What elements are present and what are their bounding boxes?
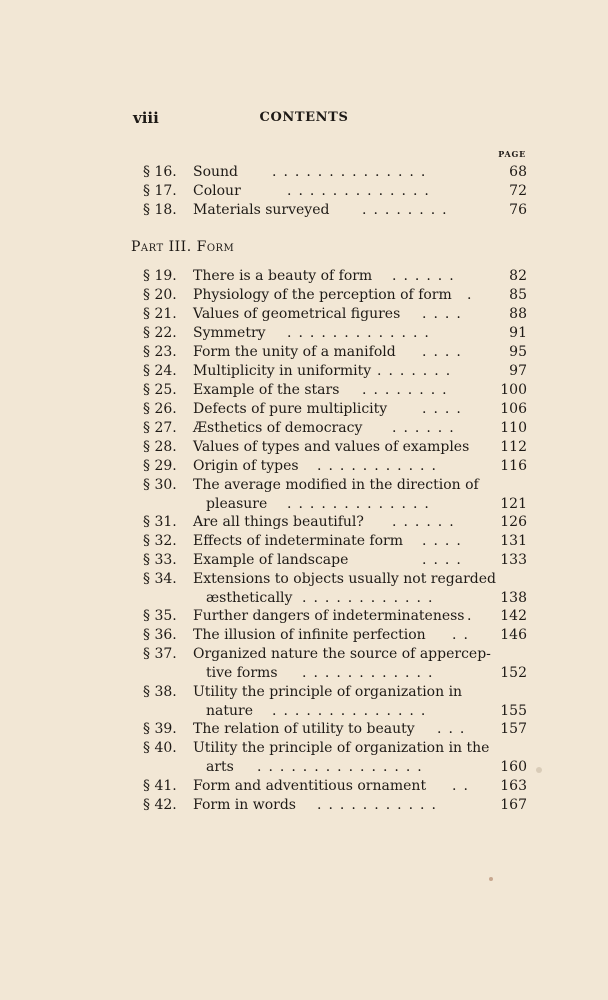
page-reference: 88 (509, 306, 527, 322)
toc-entry (143, 381, 527, 400)
entry-title: Example of the stars (193, 382, 340, 398)
page-reference: 160 (500, 759, 527, 775)
entry-title: Form and adventitious ornament (193, 778, 427, 794)
dot-leader: ... (437, 721, 472, 737)
dot-leader: ............. (287, 183, 436, 199)
entry-title: Form the unity of a manifold (193, 344, 396, 360)
entry-title: Symmetry (193, 325, 266, 341)
page-number: viii (133, 109, 159, 127)
entry-title-continuation: æsthetically (206, 590, 293, 606)
section-number: § 27. (143, 420, 177, 436)
section-number: § 33. (143, 552, 177, 568)
section-number: § 28. (143, 439, 177, 455)
toc-entry (143, 607, 527, 626)
entry-title: Values of types and values of examples (193, 439, 470, 455)
toc-entry (143, 777, 527, 796)
toc-entry (143, 362, 527, 381)
entry-title: Extensions to objects usually not regarded (193, 571, 496, 587)
section-number: § 16. (143, 164, 177, 180)
page-reference: 152 (500, 665, 527, 681)
toc-entry (143, 182, 527, 201)
dot-leader: ............. (287, 325, 436, 341)
toc-entry (143, 419, 527, 438)
section-number: § 37. (143, 646, 177, 662)
page-reference: 100 (500, 382, 527, 398)
toc-entry (143, 438, 527, 457)
page-reference: 116 (500, 458, 527, 474)
page-column-label: PAGE (498, 149, 526, 159)
dot-leader: .... (422, 306, 468, 322)
toc-entry (143, 457, 527, 476)
entry-title: There is a beauty of form (193, 268, 373, 284)
entry-title: Origin of types (193, 458, 299, 474)
dot-leader: .... (422, 552, 468, 568)
dot-leader: . (467, 287, 479, 303)
running-title: CONTENTS (259, 110, 349, 125)
dot-leader: ........... (317, 797, 443, 813)
toc-entry (143, 570, 527, 589)
entry-title-continuation: arts (206, 759, 234, 775)
page-reference: 97 (509, 363, 527, 379)
toc-entry (143, 267, 527, 286)
entry-title-continuation: nature (206, 703, 253, 719)
page-reference: 121 (500, 496, 527, 512)
toc-entry (143, 324, 527, 343)
section-number: § 40. (143, 740, 177, 756)
page-reference: 157 (500, 721, 527, 737)
entry-title: Materials surveyed (193, 202, 330, 218)
dot-leader: ...... (392, 268, 461, 284)
toc-entry (143, 551, 527, 570)
toc-entry (143, 400, 527, 419)
dot-leader: .... (422, 533, 468, 549)
page-reference: 155 (500, 703, 527, 719)
entry-title: Utility the principle of organization in (193, 684, 463, 700)
section-number: § 31. (143, 514, 177, 530)
section-number: § 21. (143, 306, 177, 322)
page-reference: 91 (509, 325, 527, 341)
toc-entry (143, 343, 527, 362)
section-number: § 20. (143, 287, 177, 303)
dot-leader: ....... (377, 363, 458, 379)
page-reference: 95 (509, 344, 527, 360)
entry-title: Multiplicity in uniformity (193, 363, 372, 379)
toc-entry (143, 626, 527, 645)
section-number: § 25. (143, 382, 177, 398)
dot-leader: ............ (302, 590, 440, 606)
entry-title: Colour (193, 183, 241, 199)
page-reference: 163 (500, 778, 527, 794)
entry-title: The relation of utility to beauty (193, 721, 415, 737)
section-number: § 19. (143, 268, 177, 284)
toc-entry (143, 739, 527, 758)
section-number: § 29. (143, 458, 177, 474)
entry-title: Utility the principle of organization in the (193, 740, 490, 756)
toc-entry (143, 163, 527, 182)
entry-title: Organized nature the source of appercep- (193, 646, 491, 662)
dot-leader: ...... (392, 420, 461, 436)
section-number: § 26. (143, 401, 177, 417)
toc-entry (143, 796, 527, 815)
entry-title: Sound (193, 164, 239, 180)
toc-entry-continuation (143, 702, 527, 721)
entry-title: Example of landscape (193, 552, 349, 568)
section-number: § 30. (143, 477, 177, 493)
entry-title: Form in words (193, 797, 296, 813)
dot-leader: ............... (257, 759, 429, 775)
toc-entry (143, 201, 527, 220)
entry-title: Æsthetics of democracy (193, 420, 363, 436)
paper-spot (489, 877, 493, 881)
dot-leader: ........ (362, 382, 454, 398)
dot-leader: ............. (287, 496, 436, 512)
section-number: § 38. (143, 684, 177, 700)
entry-title: Are all things beautiful? (193, 514, 364, 530)
entry-title: Values of geometrical figures (193, 306, 401, 322)
entry-title: Effects of indeterminate form (193, 533, 404, 549)
toc-entry (143, 683, 527, 702)
entry-title: Physiology of the perception of form (193, 287, 452, 303)
page-header (0, 109, 608, 129)
section-number: § 35. (143, 608, 177, 624)
section-number: § 24. (143, 363, 177, 379)
entry-title-continuation: tive forms (206, 665, 278, 681)
dot-leader: . (467, 608, 479, 624)
page-reference: 68 (509, 164, 527, 180)
dot-leader: .............. (272, 703, 433, 719)
dot-leader: .... (422, 344, 468, 360)
page-reference: 85 (509, 287, 527, 303)
page-reference: 133 (500, 552, 527, 568)
dot-leader: .... (422, 401, 468, 417)
toc-entry (143, 286, 527, 305)
dot-leader: ............ (302, 665, 440, 681)
toc-entry (143, 720, 527, 739)
dot-leader: ........ (362, 202, 454, 218)
page-reference: 167 (500, 797, 527, 813)
page-reference: 146 (500, 627, 527, 643)
page-reference: 76 (509, 202, 527, 218)
section-number: § 36. (143, 627, 177, 643)
toc-entry (143, 645, 527, 664)
dot-leader: .............. (272, 164, 433, 180)
entry-title: The average modified in the direction of (193, 477, 479, 493)
section-number: § 23. (143, 344, 177, 360)
section-number: § 32. (143, 533, 177, 549)
page-reference: 72 (509, 183, 527, 199)
dot-leader: .. (452, 778, 475, 794)
section-number: § 34. (143, 571, 177, 587)
page-reference: 138 (500, 590, 527, 606)
part-heading: Part III. Form (131, 239, 235, 255)
dot-leader: .. (452, 627, 475, 643)
section-number: § 17. (143, 183, 177, 199)
toc-entry-continuation (143, 664, 527, 683)
page-reference: 142 (500, 608, 527, 624)
toc-entry (143, 532, 527, 551)
toc-entry-continuation (143, 589, 527, 608)
toc-entry (143, 476, 527, 495)
section-number: § 39. (143, 721, 177, 737)
section-number: § 18. (143, 202, 177, 218)
section-number: § 22. (143, 325, 177, 341)
entry-title: Defects of pure multiplicity (193, 401, 388, 417)
page-reference: 131 (500, 533, 527, 549)
dot-leader: ...... (392, 514, 461, 530)
section-number: § 42. (143, 797, 177, 813)
toc-entry (143, 513, 527, 532)
paper-spot (536, 767, 542, 773)
page-reference: 112 (500, 439, 527, 455)
entry-title: Further dangers of indeterminateness (193, 608, 465, 624)
section-number: § 41. (143, 778, 177, 794)
page-reference: 82 (509, 268, 527, 284)
page-reference: 110 (500, 420, 527, 436)
page-reference: 126 (500, 514, 527, 530)
toc-entry-continuation (143, 758, 527, 777)
entry-title-continuation: pleasure (206, 496, 268, 512)
dot-leader: ........... (317, 458, 443, 474)
page-reference: 106 (500, 401, 527, 417)
toc-entry (143, 305, 527, 324)
entry-title: The illusion of infinite perfection (193, 627, 426, 643)
toc-entry-continuation (143, 495, 527, 514)
